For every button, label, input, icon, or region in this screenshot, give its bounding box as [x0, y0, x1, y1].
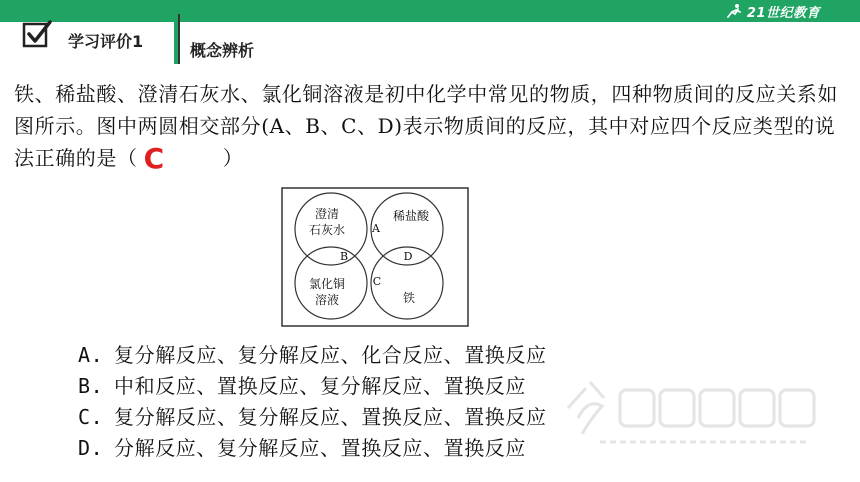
option-c[interactable]: C. 复分解反应、复分解反应、置换反应、置换反应	[78, 405, 547, 429]
venn-label-cucl2-1: 氯化铜	[308, 277, 346, 291]
page-subtitle: 概念辨析	[190, 41, 255, 60]
options-list	[78, 340, 547, 464]
venn-label-limewater-1: 澄清	[314, 207, 340, 221]
question-stem: 铁、稀盐酸、澄清石灰水、氯化铜溶液是初中化学中常见的物质，四种物质间的反应关系如图所示。图中两圆相交部分(A、B、C、D)表示物质间的反应，其中对应四个反应类型的说法正确的是（	[14, 82, 838, 170]
option-a[interactable]: A. 复分解反应、复分解反应、化合反应、置换反应	[78, 343, 547, 367]
venn-diagram	[281, 187, 469, 327]
option-d[interactable]: D. 分解反应、复分解反应、置换反应、置换反应	[78, 436, 526, 460]
venn-frame	[282, 188, 468, 326]
venn-label-hcl: 稀盐酸	[392, 209, 430, 223]
venn-region-d: D	[403, 250, 413, 263]
title-divider-dark	[178, 14, 180, 64]
question-closing: ）	[222, 146, 244, 170]
question-text	[14, 78, 854, 175]
venn-label-limewater-2: 石灰水	[308, 223, 346, 237]
top-bar	[0, 0, 860, 22]
answer-mark: C	[143, 142, 165, 175]
option-b[interactable]: B. 中和反应、置换反应、复分解反应、置换反应	[78, 374, 526, 398]
venn-label-iron: 铁	[402, 291, 416, 305]
venn-region-a: A	[372, 222, 380, 235]
venn-region-b: B	[339, 250, 349, 263]
watermark-logo	[560, 368, 820, 452]
venn-label-cucl2-2: 溶液	[314, 293, 340, 307]
brand-text: 21世纪教育	[746, 5, 820, 21]
checkbox-icon	[22, 20, 52, 50]
venn-region-c: C	[372, 275, 382, 288]
page-title: 学习评价1	[68, 32, 144, 51]
runner-icon	[725, 3, 743, 19]
brand-logo	[725, 2, 820, 20]
